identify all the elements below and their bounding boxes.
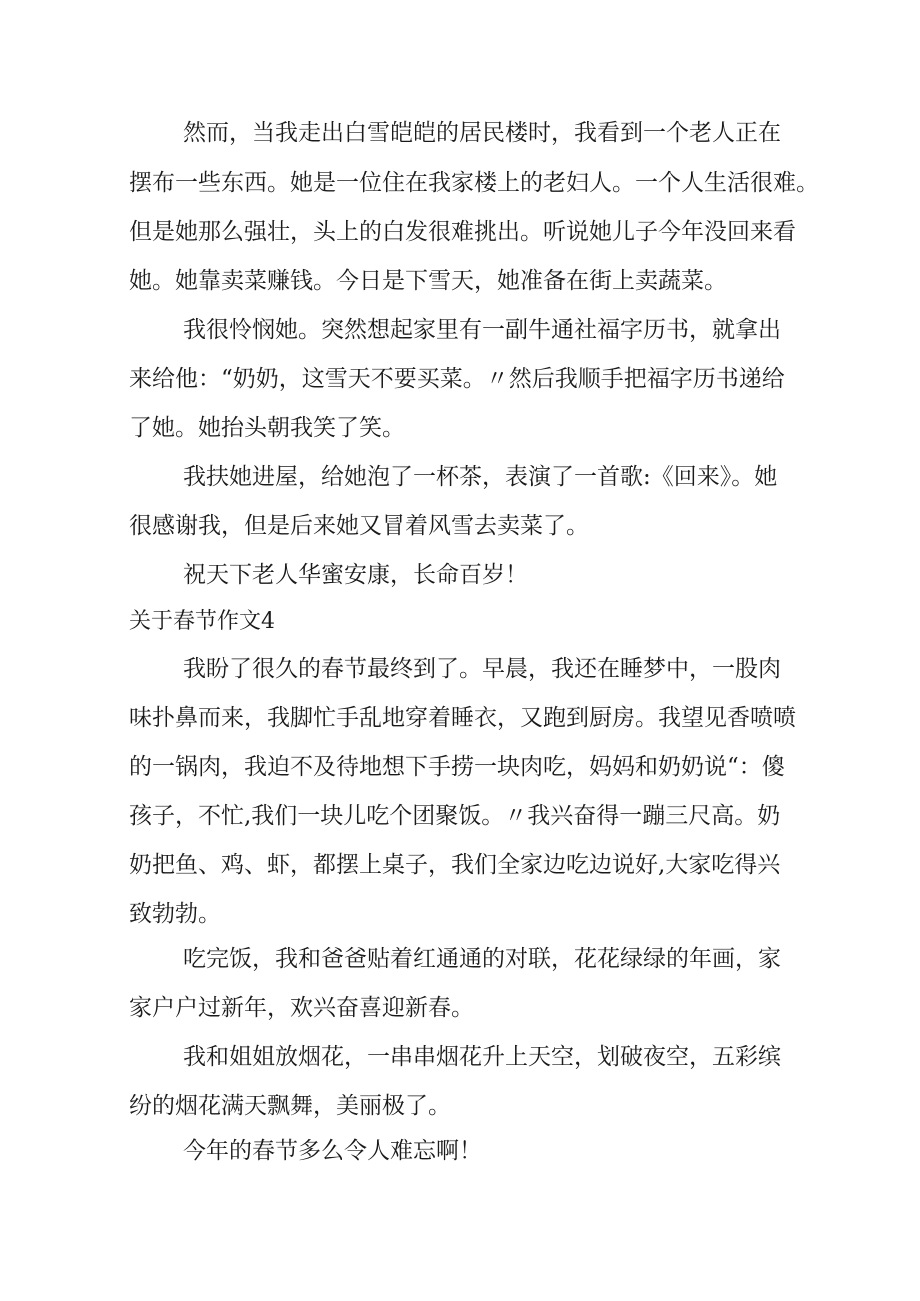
text-line: 今年的春节多么令人难忘啊！ [183,1138,482,1164]
text-line: 味扑鼻而来，我脚忙手乱地穿着睡衣，又跑到厨房。我望见香喷喷 [129,705,796,731]
text-line: 我盼了很久的春节最终到了。早晨，我还在睡梦中，一股肉 [183,656,781,682]
text-line: 家户户过新年，欢兴奋喜迎新春。 [129,995,474,1021]
section-title: 关于春节作文4 [129,609,275,634]
text-line: 我扶她进屋，给她泡了一杯茶，表演了一首歌:《回来》。她 [183,464,778,490]
text-line: 我很怜悯她。突然想起家里有一副牛通社福字历书，就拿出 [183,317,781,343]
text-line: 的一锅肉，我迫不及待地想下手捞一块肉吃，妈妈和奶奶说“：傻 [129,754,785,780]
text-line: 孩子，不忙,我们一块儿吃个团聚饭。〃我兴奋得一蹦三尺高。奶 [129,803,781,829]
text-line: 纷的烟花满天飘舞，美丽极了。 [129,1093,451,1119]
text-line: 了她。她抬头朝我笑了笑。 [129,415,405,441]
text-line: 致勃勃。 [129,901,221,927]
text-line: 奶把鱼、鸡、虾，都摆上桌子，我们全家边吃边说好,大家吃得兴 [129,852,781,878]
text-line: 摆布一些东西。她是一位住在我家楼上的老妇人。一个人生活很难。 [129,170,819,196]
text-line: 很感谢我，但是后来她又冒着风雪去卖菜了。 [129,513,589,539]
text-line: 然而，当我走出白雪皑皑的居民楼时，我看到一个老人正在 [183,120,781,146]
text-line: 吃完饭，我和爸爸贴着红通通的对联，花花绿绿的年画，家 [183,946,781,972]
text-line: 来给他：“奶奶，这雪天不要买菜。〃然后我顺手把福字历书递给 [129,366,785,392]
text-line: 她。她靠卖菜赚钱。今日是下雪天，她准备在街上卖蔬菜。 [129,268,727,294]
text-line: 我和姐姐放烟花，一串串烟花升上天空，划破夜空，五彩缤 [183,1044,781,1070]
text-line: 祝天下老人华蜜安康，长命百岁！ [183,562,528,588]
text-line: 但是她那么强壮，头上的白发很难挑出。听说她儿子今年没回来看 [129,219,796,245]
